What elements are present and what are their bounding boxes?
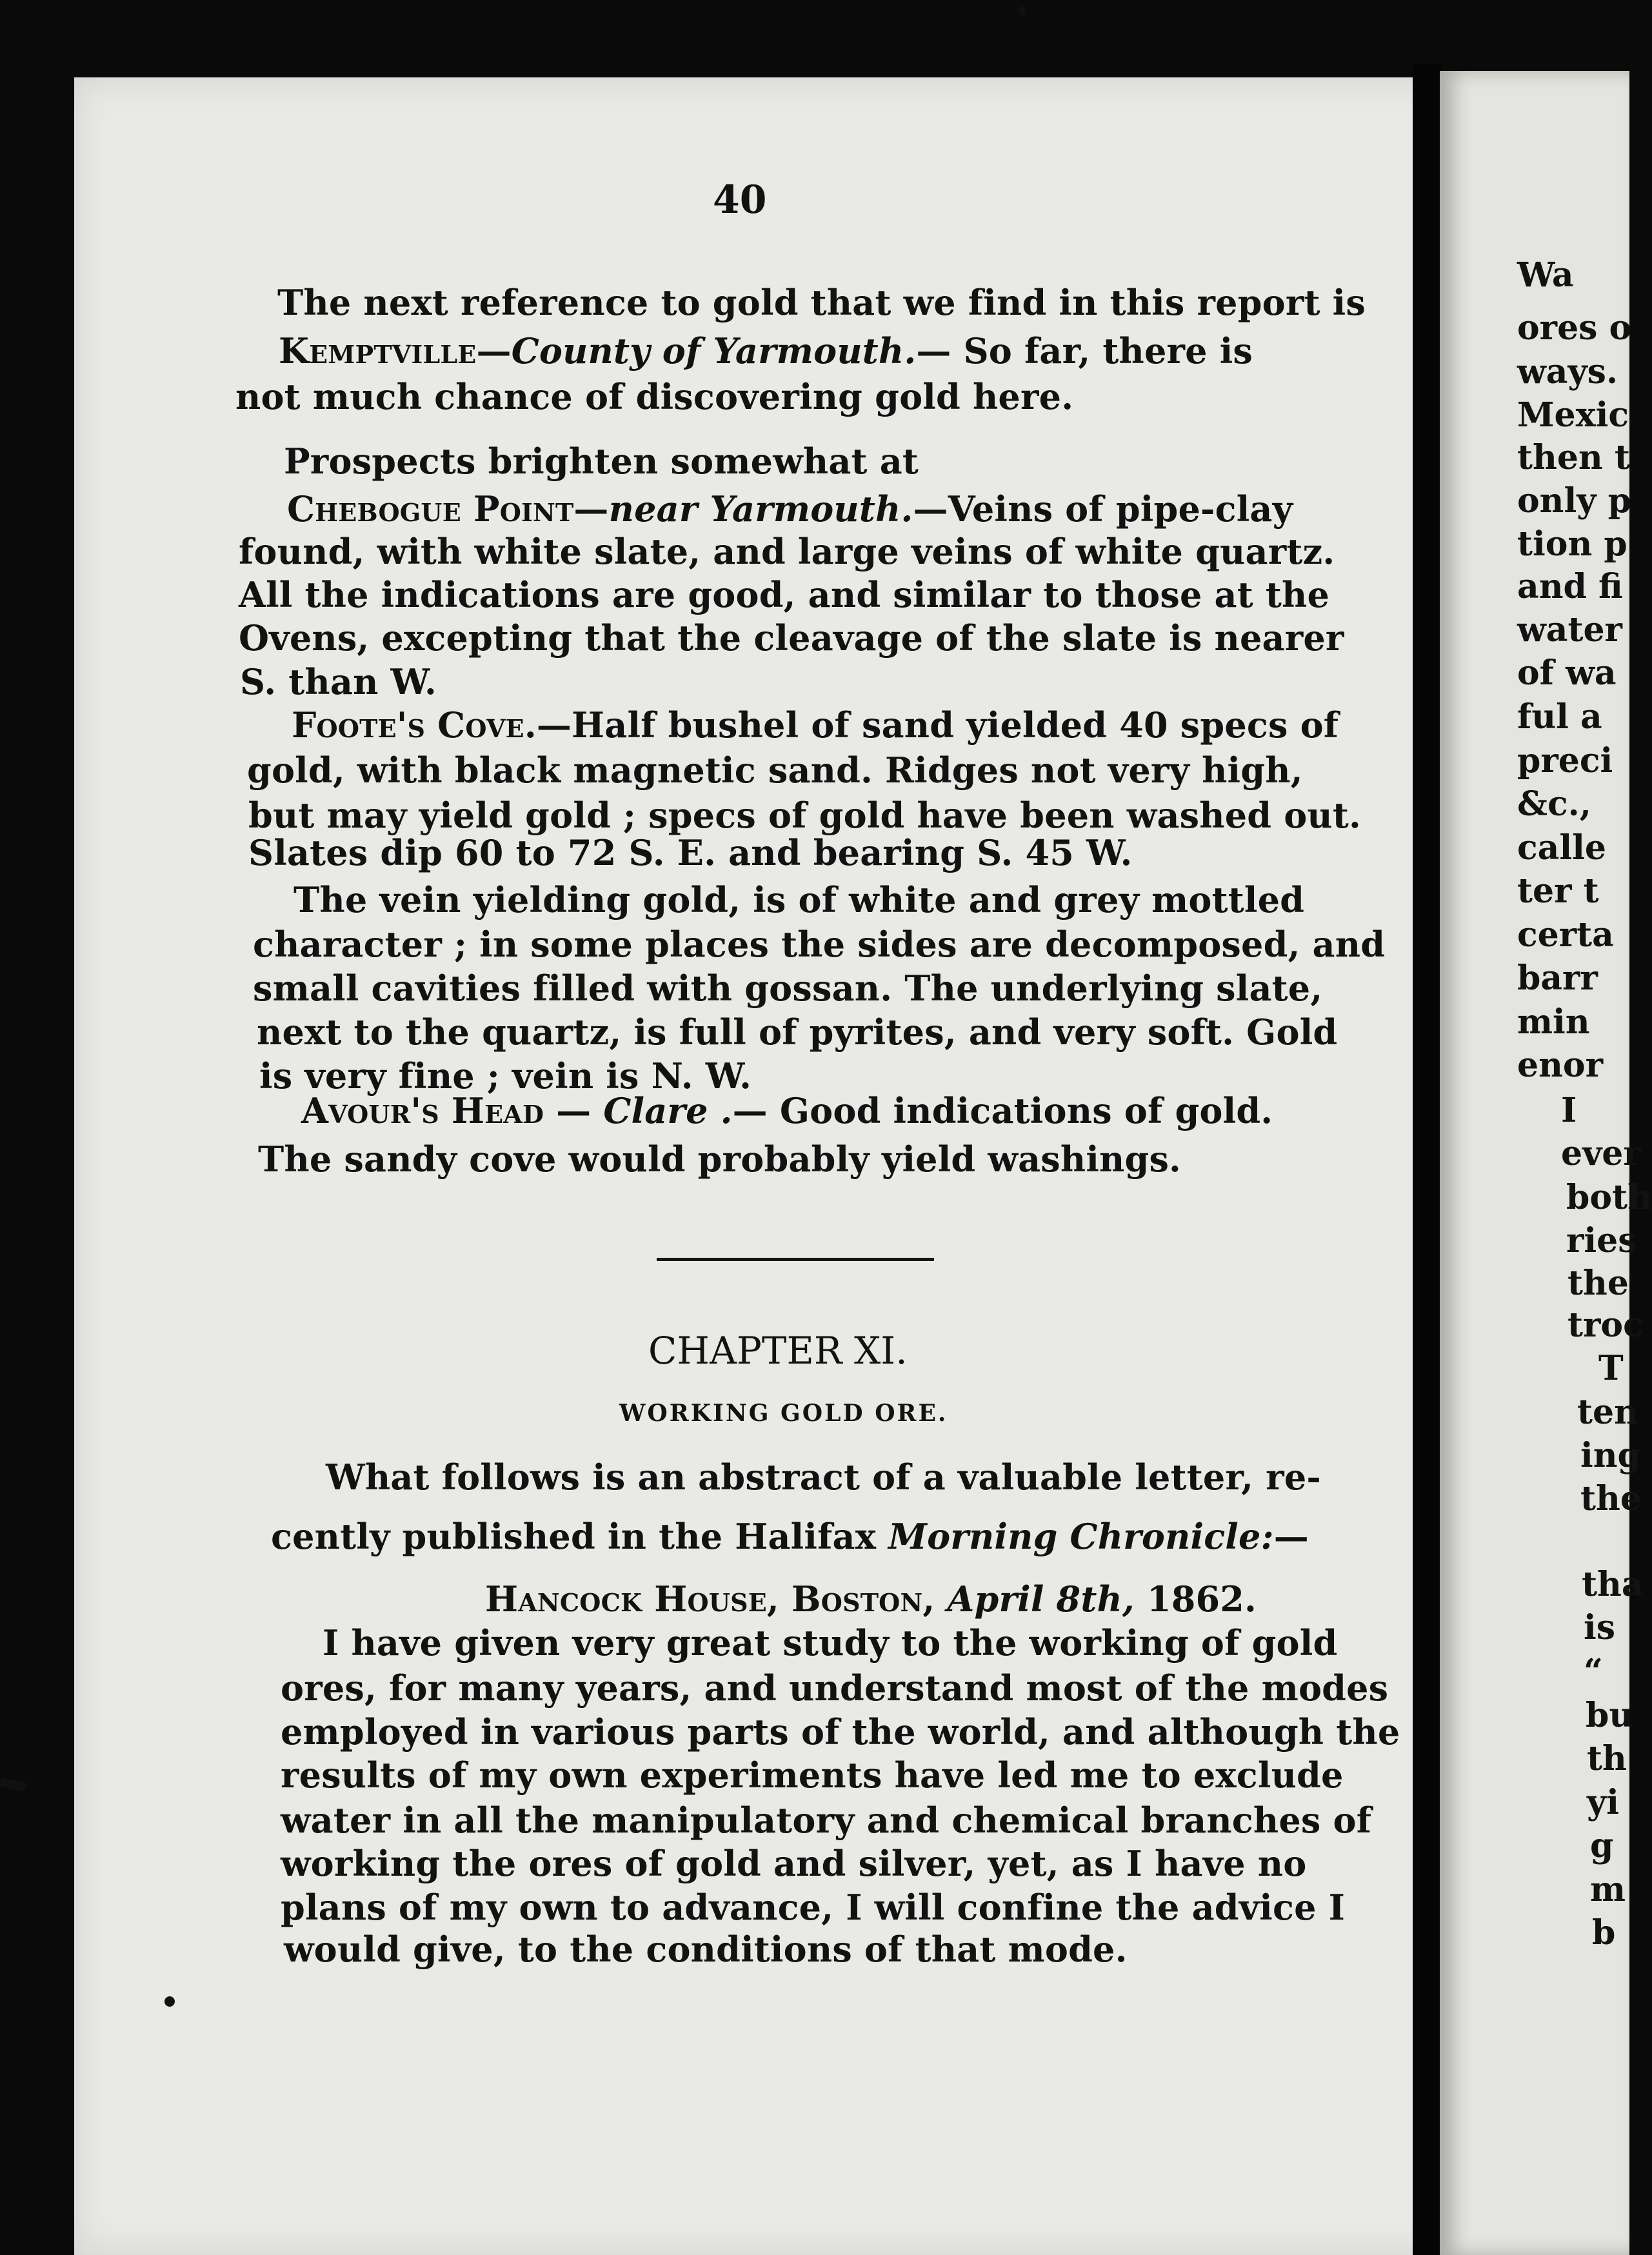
letter-line: employed in various parts of the world, and although the xyxy=(281,1711,1400,1753)
letter-line: I have given very great study to the working of gold xyxy=(323,1622,1338,1664)
facing-page-fragment: ter t xyxy=(1517,871,1599,911)
facing-page-fragment: ries xyxy=(1566,1221,1637,1260)
text-line: Prospects brighten somewhat at xyxy=(284,441,919,482)
facing-page-fragment: enor xyxy=(1517,1046,1603,1085)
letter-dateline xyxy=(485,1578,1257,1620)
dash: — xyxy=(1273,1516,1309,1557)
text-line: but may yield gold ; specs of gold have been washed out. xyxy=(248,795,1362,836)
facing-page-fragment: then t xyxy=(1517,438,1630,477)
facing-page-fragment: the xyxy=(1580,1479,1642,1518)
letter-line: working the ores of gold and silver, yet, as I have no xyxy=(281,1843,1307,1884)
facing-page-fragment: calle xyxy=(1517,828,1606,868)
text-line: small cavities filled with gossan. The underlying slate, xyxy=(253,968,1323,1009)
facing-page-fragment: Wa xyxy=(1517,255,1574,295)
facing-page-fragment: only p xyxy=(1517,481,1631,521)
facing-page-fragment: m xyxy=(1590,1870,1626,1909)
facing-page-fragment: ways. xyxy=(1517,352,1618,392)
page-gutter xyxy=(1413,65,1442,2255)
text-run: — So far, there is xyxy=(916,330,1253,372)
facing-page-fragment: I xyxy=(1561,1091,1577,1130)
facing-page-fragment: barr xyxy=(1517,959,1598,998)
text-line: S. than W. xyxy=(240,661,437,702)
text-line: The next reference to gold that we find in this report is xyxy=(277,282,1366,323)
dateline-date: April 8th, xyxy=(947,1578,1135,1620)
text-run: —Half bushel of sand yielded 40 specs of xyxy=(536,704,1339,746)
place-name: Chebogue Point xyxy=(287,488,574,530)
letter-line: plans of my own to advance, I will confine the advice I xyxy=(281,1887,1346,1928)
facing-page-fragment: tion p xyxy=(1517,524,1627,564)
facing-page-fragment: min xyxy=(1517,1002,1590,1042)
letter-line: ores, for many years, and understand most of the modes xyxy=(281,1667,1389,1709)
facing-page-fragment: certa xyxy=(1517,915,1614,955)
facing-page-fragment: “ xyxy=(1584,1652,1603,1691)
facing-page-fragment: tha xyxy=(1582,1565,1644,1604)
facing-page-fragment: ever xyxy=(1561,1134,1641,1173)
facing-page-fragment: th xyxy=(1587,1739,1627,1778)
facing-page-fragment: yi xyxy=(1587,1783,1619,1822)
place-near: near Yarmouth. xyxy=(608,488,913,530)
chapter-title: CHAPTER XI. xyxy=(648,1329,908,1373)
text-line: not much chance of discovering gold here. xyxy=(235,376,1074,417)
facing-page-fragment: Mexic xyxy=(1517,395,1629,435)
page-number: 40 xyxy=(713,177,767,223)
dash: — xyxy=(573,488,609,530)
scan-speck xyxy=(1019,6,1026,15)
facing-page-fragment: T xyxy=(1598,1349,1624,1388)
facing-page-fragment: of wa xyxy=(1517,653,1617,693)
facing-page-fragment: ful a xyxy=(1517,697,1602,737)
county-name: County of Yarmouth. xyxy=(511,330,917,372)
letter-line: would give, to the conditions of that mode. xyxy=(284,1929,1128,1970)
text-line: The sandy cove would probably yield washings. xyxy=(258,1138,1182,1180)
place-clare: Clare . xyxy=(603,1090,733,1131)
text-line: found, with white slate, and large veins of white quartz. xyxy=(239,531,1335,572)
letter-line: results of my own experiments have led me to exclude xyxy=(281,1754,1344,1796)
text-line-chebogue xyxy=(287,488,1293,530)
dateline-year: 1862. xyxy=(1146,1578,1257,1620)
facing-page-fragment: the xyxy=(1567,1264,1629,1303)
newspaper-name: Morning Chronicle: xyxy=(888,1516,1274,1557)
facing-page-fragment: b xyxy=(1592,1913,1616,1952)
text-line-chronicle xyxy=(271,1516,1309,1557)
text-line: Slates dip 60 to 72 S. E. and bearing S. 45 W. xyxy=(248,832,1133,873)
text-line: Ovens, excepting that the cleavage of the slate is nearer xyxy=(239,617,1344,659)
facing-page-fragment: and fi xyxy=(1517,567,1623,606)
scan-speck xyxy=(164,1996,175,2007)
dash: — xyxy=(544,1090,604,1131)
facing-page-fragment: g xyxy=(1590,1826,1614,1865)
dash: — xyxy=(476,330,512,372)
facing-page-fragment: both xyxy=(1566,1178,1652,1217)
dateline-place: Hancock House, Boston, xyxy=(485,1578,935,1620)
facing-page-fragment: ten xyxy=(1577,1393,1638,1432)
text-run: cently published in the Halifax xyxy=(271,1516,889,1557)
text-line: next to the quartz, is full of pyrites, and very soft. Gold xyxy=(257,1011,1338,1053)
text-line: is very fine ; vein is N. W. xyxy=(259,1055,752,1097)
facing-page-fragment: bu xyxy=(1586,1696,1634,1735)
text-line-avours xyxy=(301,1090,1273,1131)
facing-page-fragment: ing xyxy=(1580,1436,1641,1475)
text-line-kemptville xyxy=(279,330,1253,372)
facing-page-fragment: water xyxy=(1517,610,1622,650)
text-line: gold, with black magnetic sand. Ridges not very high, xyxy=(247,750,1303,791)
text-run: —Veins of pipe-clay xyxy=(913,488,1293,530)
section-divider-rule xyxy=(657,1258,934,1261)
letter-line: water in all the manipulatory and chemical branches of xyxy=(281,1800,1372,1841)
scan-mark xyxy=(0,1778,26,1792)
place-name: Kemptville xyxy=(279,330,477,372)
text-run: — Good indications of gold. xyxy=(732,1090,1273,1131)
facing-page-fragment: preci xyxy=(1517,741,1613,780)
place-name: Avour's Head xyxy=(301,1090,544,1131)
place-name: Foote's Cove. xyxy=(292,704,537,746)
text-line: character ; in some places the sides are decomposed, and xyxy=(253,924,1386,965)
chapter-subtitle: WORKING GOLD ORE. xyxy=(619,1400,948,1427)
text-line: What follows is an abstract of a valuable letter, re- xyxy=(326,1456,1321,1498)
facing-page-fragment: &c., xyxy=(1517,784,1591,824)
text-line: The vein yielding gold, is of white and grey mottled xyxy=(294,879,1305,920)
text-line-footes xyxy=(292,704,1339,746)
facing-page-fragment: ores o xyxy=(1517,308,1632,348)
facing-page-fragment: is xyxy=(1584,1608,1616,1647)
facing-page-fragment: troc xyxy=(1567,1306,1644,1345)
text-line: All the indications are good, and similar to those at the xyxy=(239,574,1330,615)
